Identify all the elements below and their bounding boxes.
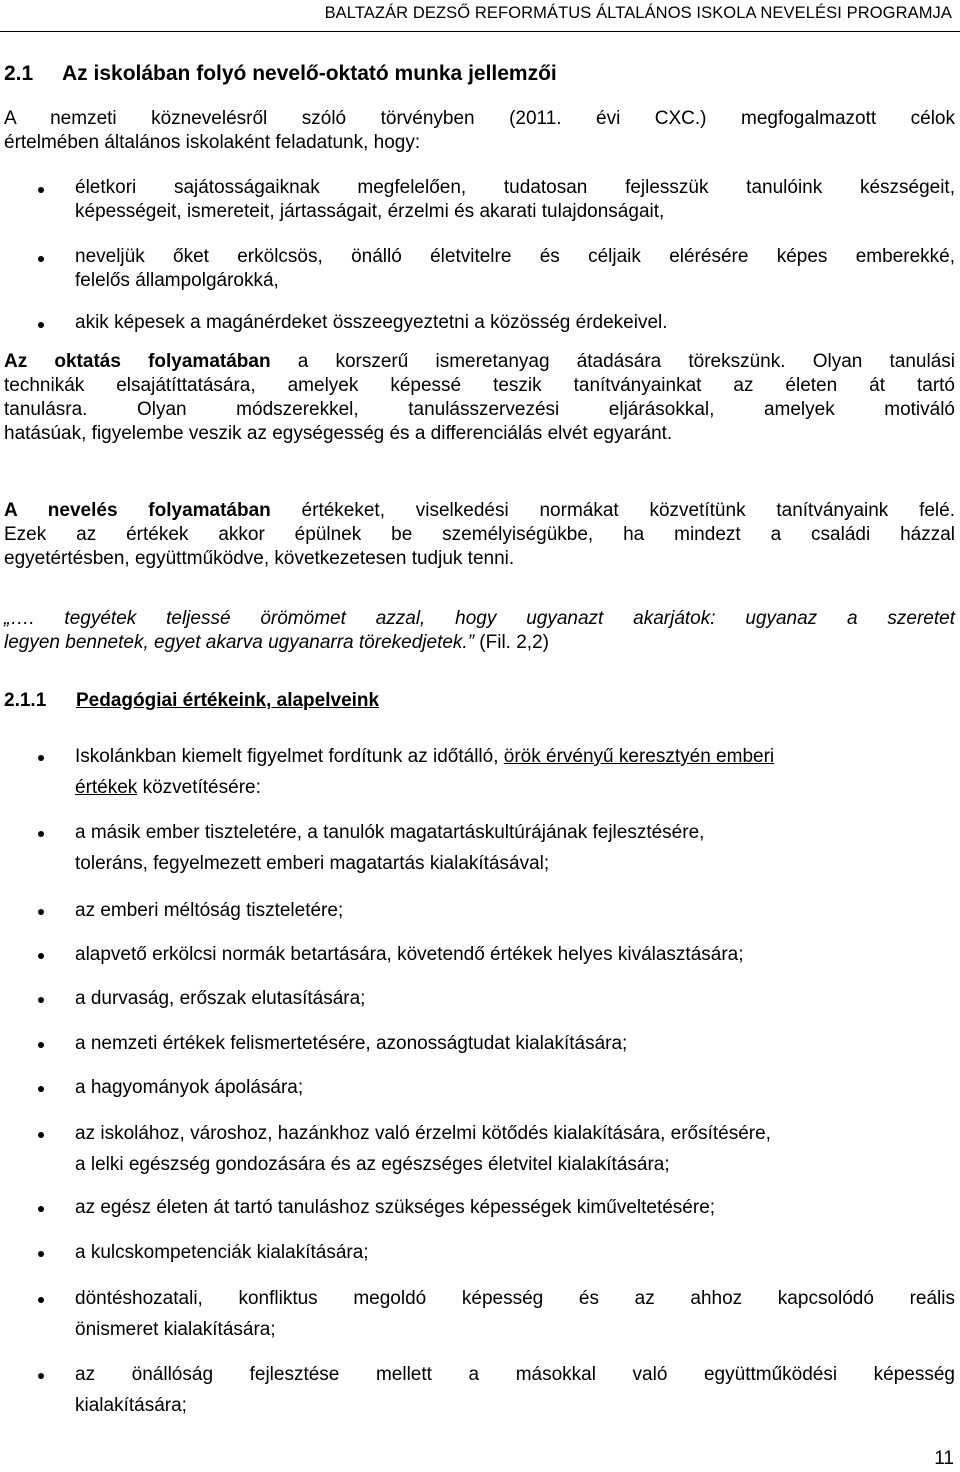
value-line: a másik ember tiszteletére, a tanulók magatartáskultúrájának fejlesztésére, (75, 822, 705, 843)
value-line: kialakítására; (75, 1395, 187, 1416)
bullet-icon (38, 1297, 44, 1303)
bullet-icon (38, 187, 44, 193)
page-number: 11 (934, 1448, 954, 1469)
document-header: BALTAZÁR DEZSŐ REFORMÁTUS ÁLTALÁNOS ISKOLA NEVELÉSI PROGRAMJA (324, 4, 952, 22)
goal-line: akik képesek a magánérdeket összeegyeztetni a közösség érdekeivel. (75, 312, 668, 333)
education-line: Ezek az értékek akkor épülnek be személyiségükbe, ha mindezt a családi házzal (4, 524, 955, 545)
bullet-icon (38, 256, 44, 262)
bullet-icon (38, 755, 44, 761)
subsection-title: Pedagógiai értékeink, alapelveink (76, 690, 380, 711)
value-line: toleráns, fegyelmezett emberi magatartás kialakításával; (75, 853, 550, 874)
value-line (75, 772, 955, 803)
teaching-paragraph (4, 350, 955, 446)
intro-line: értelmében általános iskolaként feladatunk, hogy: (4, 132, 421, 153)
education-paragraph (4, 499, 955, 571)
education-line-rest: értékeket, viselkedési normákat közvetítünk tanítványaink felé. (270, 500, 955, 521)
value-line: az emberi méltóság tiszteletére; (75, 900, 344, 921)
subsection-heading (4, 690, 379, 712)
bullet-icon (38, 1251, 44, 1257)
value-line: a nemzeti értékek felismertetésére, azonosságtudat kialakítására; (75, 1033, 628, 1054)
teaching-line (4, 350, 955, 374)
value-line: az önállóság fejlesztése mellett a másokkal való együttműködési képesség (75, 1364, 955, 1385)
teaching-lead: Az oktatás folyamatában (4, 351, 271, 372)
quote-text: legyen bennetek, egyet akarva ugyanarra törekedjetek.” (4, 632, 475, 653)
value-line: döntéshozatali, konfliktus megoldó képesség és az ahhoz kapcsolódó reális (75, 1288, 955, 1309)
bullet-icon (38, 322, 44, 328)
value-line: a kulcskompetenciák kialakítására; (75, 1242, 369, 1263)
quote-line: „…. tegyétek teljessé örömömet azzal, hogy ugyanazt akarjátok: ugyanaz a szeretet (4, 608, 955, 629)
intro-paragraph (4, 107, 955, 155)
bullet-icon (38, 1042, 44, 1048)
teaching-line-rest: a korszerű ismeretanyag átadására törekszünk. Olyan tanulási (270, 351, 955, 372)
bullet-icon (38, 1373, 44, 1379)
value-text: Iskolánkban kiemelt figyelmet fordítunk az időtálló, (75, 746, 504, 767)
teaching-line: tanulásra. Olyan módszerekkel, tanulásszervezési eljárásokkal, amelyek motiváló (4, 399, 955, 420)
goal-line: felelős állampolgárokká, (75, 270, 279, 291)
bullet-icon (38, 953, 44, 959)
bullet-icon (38, 831, 44, 837)
value-line: az iskolához, városhoz, hazánkhoz való érzelmi kötődés kialakítására, erősítésére, (75, 1123, 771, 1144)
intro-line: A nemzeti köznevelésről szóló törvényben (2011. évi CXC.) megfogalmazott célok (4, 108, 955, 129)
bullet-icon (38, 997, 44, 1003)
bullet-icon (38, 909, 44, 915)
section-heading (4, 62, 557, 86)
value-line: a durvaság, erőszak elutasítására; (75, 988, 366, 1009)
value-line: az egész életen át tartó tanuláshoz szükséges képességek kiműveltetésére; (75, 1197, 716, 1218)
value-emphasis: örök érvényű keresztyén emberi (503, 746, 775, 767)
education-lead: A nevelés folyamatában (4, 500, 271, 521)
value-text: közvetítésére: (137, 777, 261, 798)
section-number: 2.1 (4, 62, 34, 85)
goal-line: neveljük őket erkölcsös, önálló életvitelre és céljaik elérésére képes emberekké, (75, 246, 955, 267)
subsection-number: 2.1.1 (4, 690, 47, 711)
education-line (4, 499, 955, 523)
bullet-icon (38, 1206, 44, 1212)
bullet-icon (38, 1132, 44, 1138)
quote-line (4, 631, 955, 655)
goal-line: képességeit, ismereteit, jártasságait, érzelmi és akarati tulajdonságait, (75, 201, 665, 222)
value-line: önismeret kialakítására; (75, 1319, 276, 1340)
value-line: a lelki egészség gondozására és az egészséges életvitel kialakítására; (75, 1154, 670, 1175)
goal-line: életkori sajátosságaiknak megfelelően, tudatosan fejlesszük tanulóink készségeit, (75, 177, 955, 198)
bible-quote (4, 607, 955, 655)
section-title: Az iskolában folyó nevelő-oktató munka jellemzői (62, 62, 557, 85)
header-divider (0, 31, 960, 32)
quote-reference: (Fil. 2,2) (474, 632, 549, 653)
value-line (75, 741, 955, 772)
teaching-line: hatásúak, figyelembe veszik az egységesség és a differenciálás elvét egyaránt. (4, 423, 673, 444)
education-line: egyetértésben, együttműködve, következetesen tudjuk tenni. (4, 548, 515, 569)
teaching-line: technikák elsajátíttatására, amelyek képessé teszik tanítványainkat az életen át tartó (4, 375, 955, 396)
value-emphasis: értékek (75, 777, 138, 798)
value-line: a hagyományok ápolására; (75, 1077, 304, 1098)
value-line: alapvető erkölcsi normák betartására, követendő értékek helyes kiválasztására; (75, 944, 744, 965)
bullet-icon (38, 1086, 44, 1092)
